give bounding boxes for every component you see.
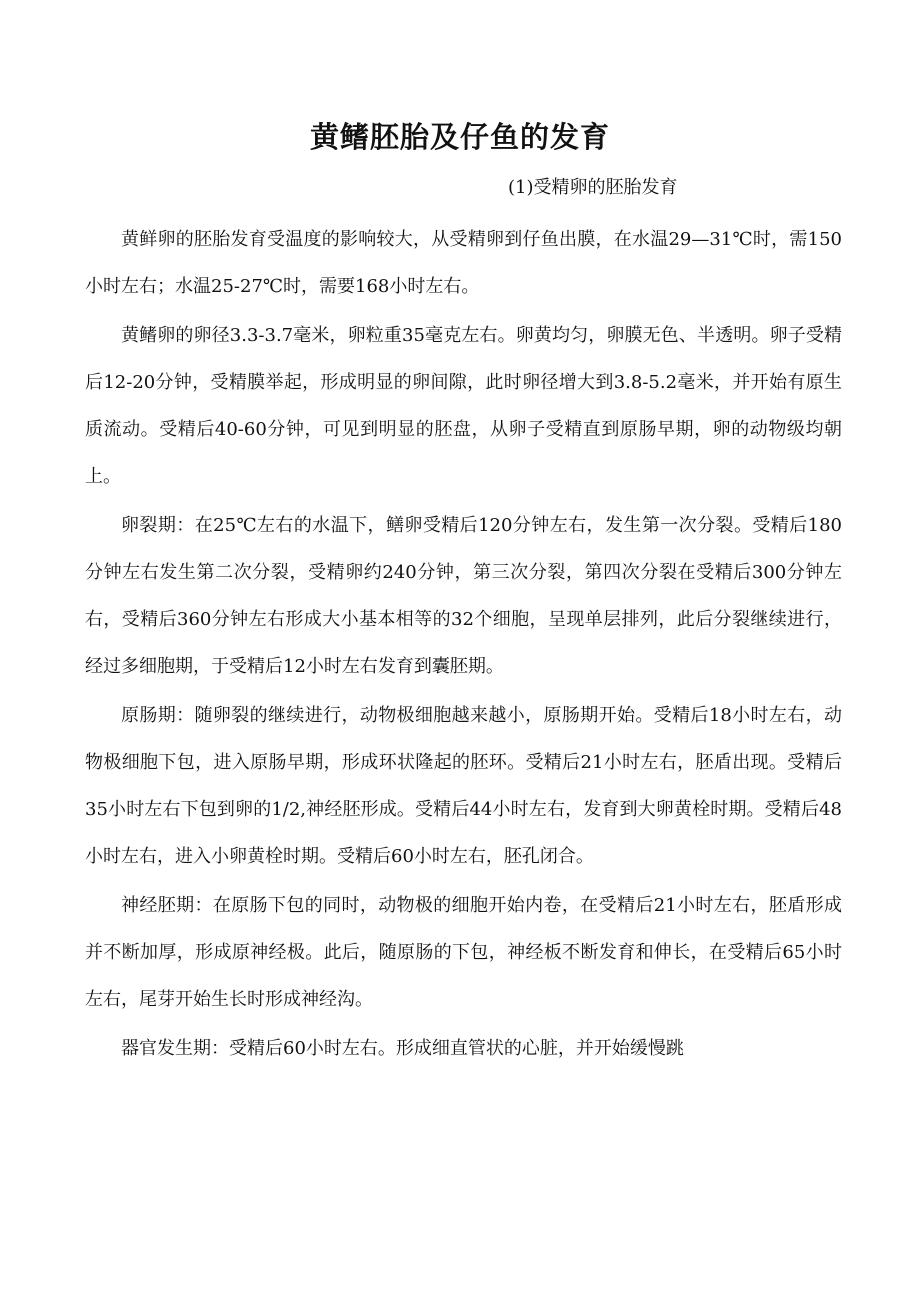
paragraph-gastrula-stage: 原肠期：随卵裂的继续进行，动物极细胞越来越小，原肠期开始。受精后18小时左右，动物极细胞下包，进入原肠早期，形成环状隆起的胚环。受精后21小时左右，胚盾出现。受精后35小时左右下包到卵的1/2,神经胚形成。受精后44小时左右，发育到大卵黄栓时期。受精后48小时左右，进入小卵黄栓时期。受精后60小时左右，胚孔闭合。 <box>85 705 842 867</box>
section-heading: (1)受精卵的胚胎发育 <box>508 177 678 198</box>
paragraph-cleavage-stage: 卵裂期：在25℃左右的水温下，鳝卵受精后120分钟左右，发生第一次分裂。受精后180分钟左右发生第二次分裂，受精卵约240分钟，第三次分裂，第四次分裂在受精后300分钟左右，受精后360分钟左右形成大小基本相等的32个细胞，呈现单层排列，此后分裂继续进行，经过多细胞期，于受精后12小时左右发育到囊胚期。 <box>85 515 842 677</box>
document-title: 黄鳍胚胎及仔鱼的发育 <box>309 120 610 154</box>
paragraph-egg-description: 黄鳍卵的卵径3.3-3.7毫米，卵粒重35毫克左右。卵黄均匀，卵膜无色、半透明。卵子受精后12-20分钟，受精膜举起，形成明显的卵间隙，此时卵径增大到3.8-5.2毫米，并开始有原生质流动。受精后40-60分钟，可见到明显的胚盘，从卵子受精直到原肠早期，卵的动物级均朝上。 <box>85 325 842 487</box>
paragraph-organogenesis-stage: 器官发生期：受精后60小时左右。形成细直管状的心脏，并开始缓慢跳 <box>121 1038 684 1059</box>
body-text <box>85 216 842 1074</box>
paragraph-incubation-temperature: 黄鲜卵的胚胎发育受温度的影响较大，从受精卵到仔鱼出膜，在水温29—31℃时，需150小时左右；水温25-27℃时，需要168小时左右。 <box>85 229 842 297</box>
paragraph-neurula-stage: 神经胚期：在原肠下包的同时，动物极的细胞开始内卷，在受精后21小时左右，胚盾形成并不断加厚，形成原神经极。此后，随原肠的下包，神经板不断发育和伸长，在受精后65小时左右，尾芽开始生长时形成神经沟。 <box>85 895 842 1010</box>
